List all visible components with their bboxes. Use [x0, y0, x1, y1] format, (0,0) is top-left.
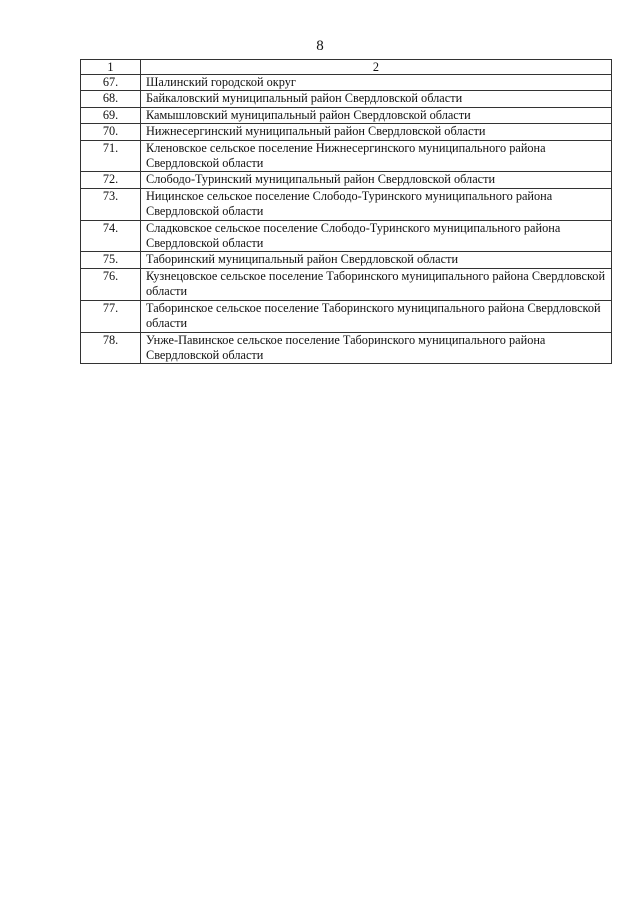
row-name: Сладковское сельское поселение Слободо-Туринского муниципального района Свердловской области	[141, 220, 612, 252]
row-number: 75.	[81, 252, 141, 268]
row-number: 77.	[81, 300, 141, 332]
row-number: 71.	[81, 140, 141, 172]
table-row	[81, 107, 612, 123]
row-number: 78.	[81, 332, 141, 364]
row-number: 70.	[81, 124, 141, 140]
table-header-row	[81, 60, 612, 75]
table-row	[81, 252, 612, 268]
table-row	[81, 91, 612, 107]
row-name: Кленовское сельское поселение Нижнесергинского муниципального района Свердловской области	[141, 140, 612, 172]
table-row	[81, 75, 612, 91]
page-number: 8	[316, 38, 324, 54]
row-name: Унже-Павинское сельское поселение Таборинского муниципального района Свердловской области	[141, 332, 612, 364]
row-name: Кузнецовское сельское поселение Таборинского муниципального района Свердловской области	[141, 268, 612, 300]
table-row	[81, 300, 612, 332]
row-name: Нижнесергинский муниципальный район Свердловской области	[141, 124, 612, 140]
row-name: Ницинское сельское поселение Слободо-Туринского муниципального района Свердловской области	[141, 188, 612, 220]
row-number: 67.	[81, 75, 141, 91]
table-row	[81, 268, 612, 300]
row-number: 74.	[81, 220, 141, 252]
row-name: Шалинский городской округ	[141, 75, 612, 91]
row-name: Таборинское сельское поселение Таборинского муниципального района Свердловской области	[141, 300, 612, 332]
row-number: 68.	[81, 91, 141, 107]
table-row	[81, 188, 612, 220]
row-number: 73.	[81, 188, 141, 220]
table-row	[81, 140, 612, 172]
municipalities-table	[80, 59, 612, 364]
table-row	[81, 332, 612, 364]
column-header-name: 2	[141, 60, 612, 75]
column-header-number: 1	[81, 60, 141, 75]
row-name: Байкаловский муниципальный район Свердловской области	[141, 91, 612, 107]
row-name: Камышловский муниципальный район Свердловской области	[141, 107, 612, 123]
row-name: Таборинский муниципальный район Свердловской области	[141, 252, 612, 268]
row-number: 72.	[81, 172, 141, 188]
table-row	[81, 124, 612, 140]
row-name: Слободо-Туринский муниципальный район Свердловской области	[141, 172, 612, 188]
row-number: 76.	[81, 268, 141, 300]
table-row	[81, 172, 612, 188]
row-number: 69.	[81, 107, 141, 123]
table-row	[81, 220, 612, 252]
